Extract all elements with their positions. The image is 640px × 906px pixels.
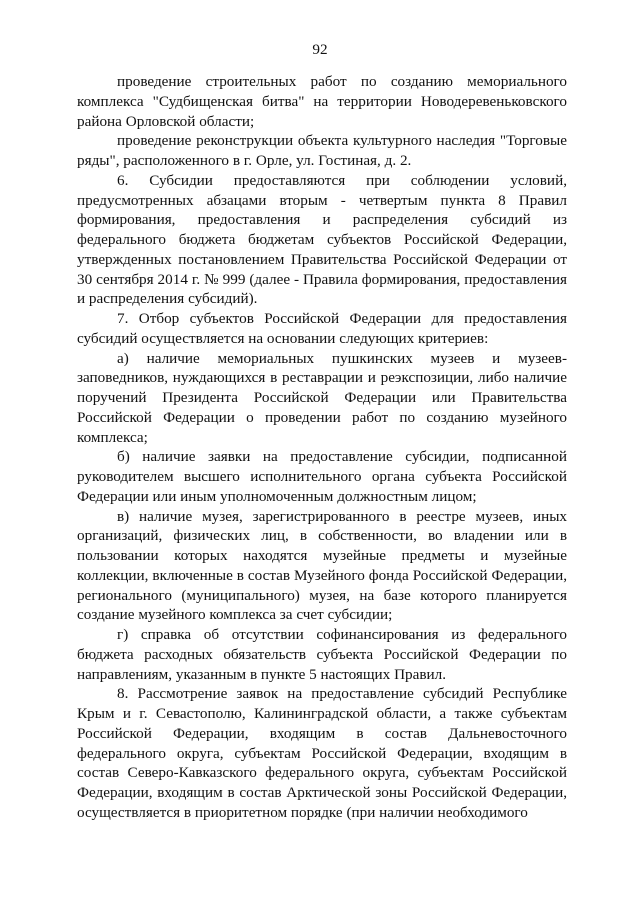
paragraph-item-6: 6. Субсидии предоставляются при соблюдении условий, предусмотренных абзацами вторым - четвертым пункта 8 Правил формирования, предоставления и распределения субсидий из федерального бюджета бюджетам субъектов Российской Федерации, утвержденных постановлением Правительства Российской Федерации от 30 сентября 2014 г. № 999 (далее - Правила формирования, предоставления и распределения субсидий). (77, 171, 567, 308)
paragraph-criterion-g: г) справка об отсутствии софинансирования из федерального бюджета расходных обязательств субъекта Российской Федерации по направлениям, указанным в пункте 5 настоящих Правил. (77, 626, 567, 683)
paragraph-memorial-complex: проведение строительных работ по созданию мемориального комплекса "Судбищенская битва" на территории Новодеревеньковского района Орловской области; (77, 73, 567, 130)
paragraph-item-8: 8. Рассмотрение заявок на предоставление субсидий Республике Крым и г. Севастополю, Калининградской области, а также субъектам Российской Федерации, входящим в состав Дальневосточного федерального округа, субъектам Российской Федерации, входящим в состав Северо-Кавказского федерального округа, субъектам Российской Федерации, входящим в состав Арктической зоны Российской Федерации, осуществляется в приоритетном порядке (при наличии необходимого (77, 685, 567, 821)
paragraph-criterion-v: в) наличие музея, зарегистрированного в реестре музеев, иных организаций, физических лиц, в собственности, во владении или в пользовании которых находятся музейные предметы и музейные коллекции, включенные в состав Музейного фонда Российской Федерации, регионального (муниципального) музея, на базе которого планируется создание музейного комплекса за счет субсидии; (77, 507, 567, 624)
document-body (77, 72, 567, 823)
paragraph-reconstruction: проведение реконструкции объекта культурного наследия "Торговые ряды", расположенного в г. Орле, ул. Гостиная, д. 2. (77, 132, 567, 169)
paragraph-criterion-a: а) наличие мемориальных пушкинских музеев и музеев-заповедников, нуждающихся в реставрации и реэкспозиции, либо наличие поручений Президента Российской Федерации или Правительства Российской Федерации о проведении работ по созданию музейного комплекса; (77, 349, 567, 446)
paragraph-criterion-b: б) наличие заявки на предоставление субсидии, подписанной руководителем высшего исполнительного органа субъекта Российской Федерации или иным уполномоченным должностным лицом; (77, 448, 567, 505)
paragraph-item-7: 7. Отбор субъектов Российской Федерации для предоставления субсидий осуществляется на основании следующих критериев: (77, 310, 567, 347)
page-number: 92 (312, 41, 328, 58)
